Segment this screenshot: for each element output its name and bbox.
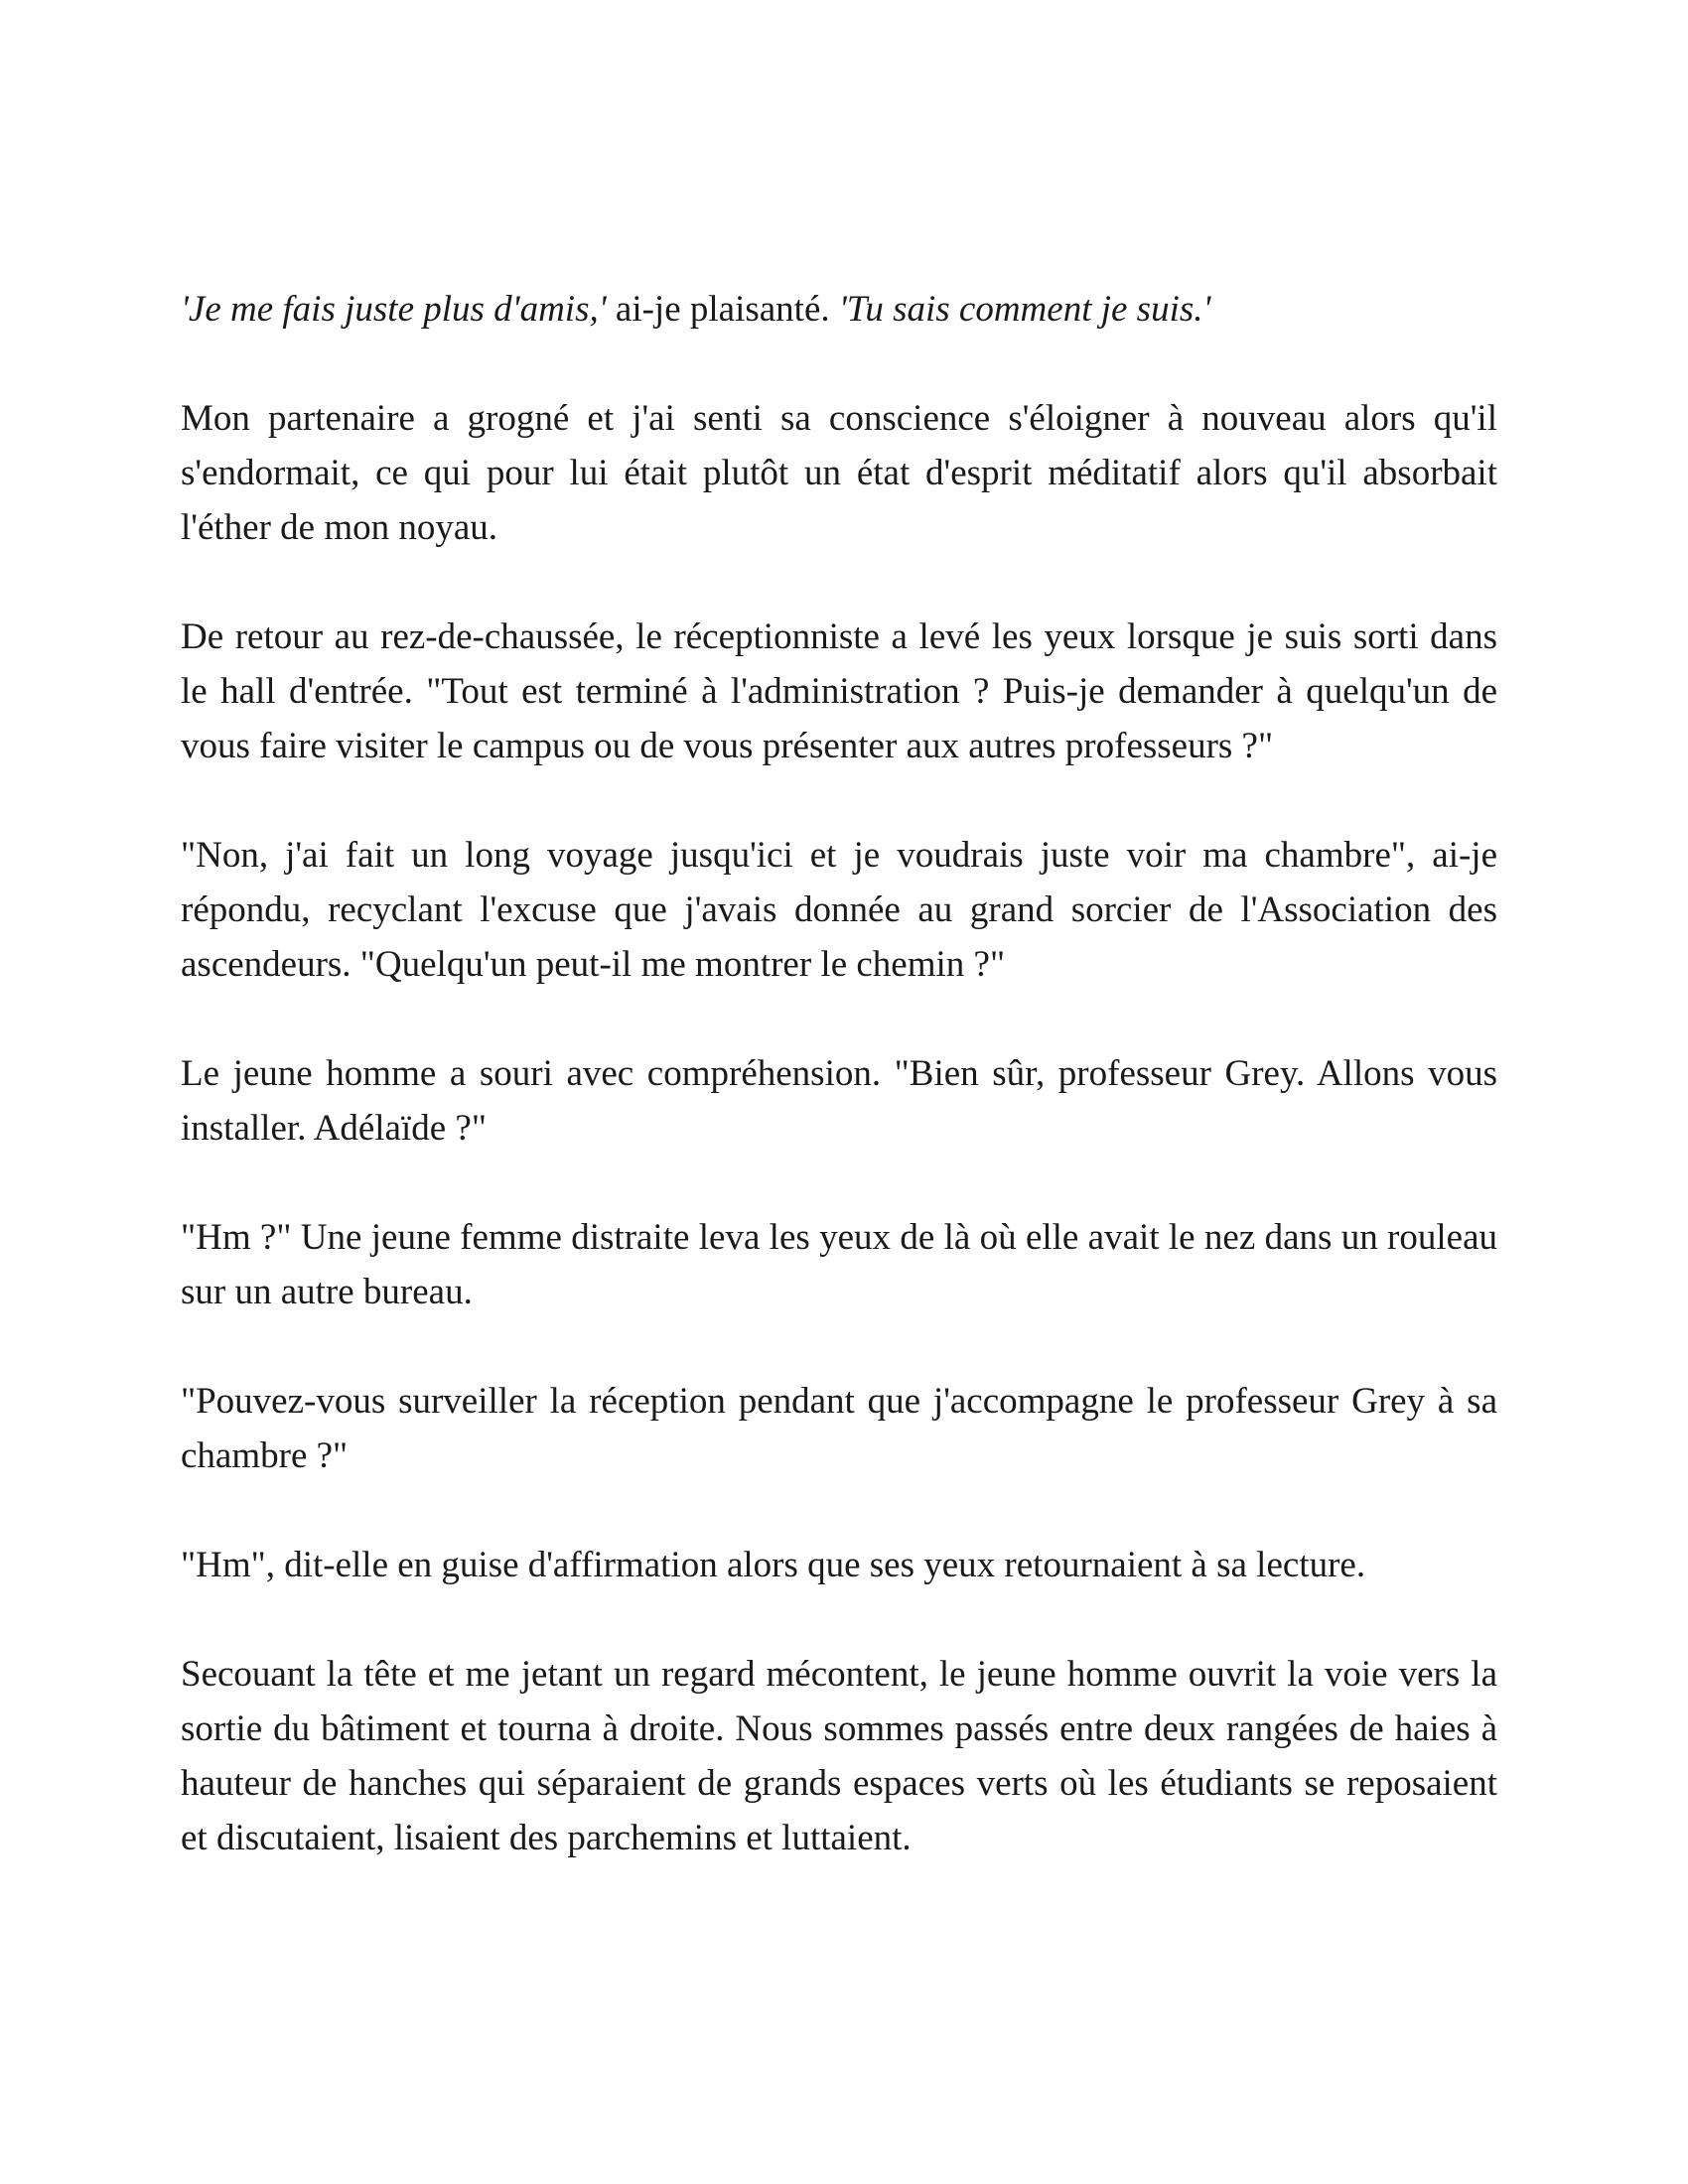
paragraph-7: "Pouvez-vous surveiller la réception pendant que j'accompagne le professeur Grey à sa chambre ?" [181,1381,1497,1476]
narration-text: ai-je plaisanté. [606,289,839,330]
italic-quote-2: 'Tu sais comment je suis.' [838,289,1211,330]
paragraph-1 [181,282,1497,337]
paragraph-8: "Hm", dit-elle en guise d'affirmation alors que ses yeux retournaient à sa lecture. [181,1545,1366,1585]
italic-quote-1: 'Je me fais juste plus d'amis,' [181,289,607,330]
document-page [181,282,1497,1920]
paragraph-2: Mon partenaire a grogné et j'ai senti sa conscience s'éloigner à nouveau alors qu'il s'endormait, ce qui pour lui était plutôt un état d'esprit méditatif alors qu'il absorbait l'éther de mon noyau. [181,398,1497,548]
paragraph-6: "Hm ?" Une jeune femme distraite leva les yeux de là où elle avait le nez dans un rouleau sur un autre bureau. [181,1217,1497,1312]
paragraph-4: "Non, j'ai fait un long voyage jusqu'ici et je voudrais juste voir ma chambre", ai-je répondu, recyclant l'excuse que j'avais donnée au grand sorcier de l'Association des ascendeurs. "Quelqu'un peut-il me montrer le chemin ?" [181,835,1497,985]
paragraph-9: Secouant la tête et me jetant un regard mécontent, le jeune homme ouvrit la voie vers la sortie du bâtiment et tourna à droite. Nous sommes passés entre deux rangées de haies à hauteur de hanches qui séparaient de grands espaces verts où les étudiants se reposaient et discutaient, lisaient des parchemins et luttaient. [181,1654,1497,1858]
paragraph-5: Le jeune homme a souri avec compréhension. "Bien sûr, professeur Grey. Allons vous installer. Adélaïde ?" [181,1053,1497,1149]
paragraph-3: De retour au rez-de-chaussée, le réceptionniste a levé les yeux lorsque je suis sorti dans le hall d'entrée. "Tout est terminé à l'administration ? Puis-je demander à quelqu'un de vous faire visiter le campus ou de vous présenter aux autres professeurs ?" [181,616,1497,766]
